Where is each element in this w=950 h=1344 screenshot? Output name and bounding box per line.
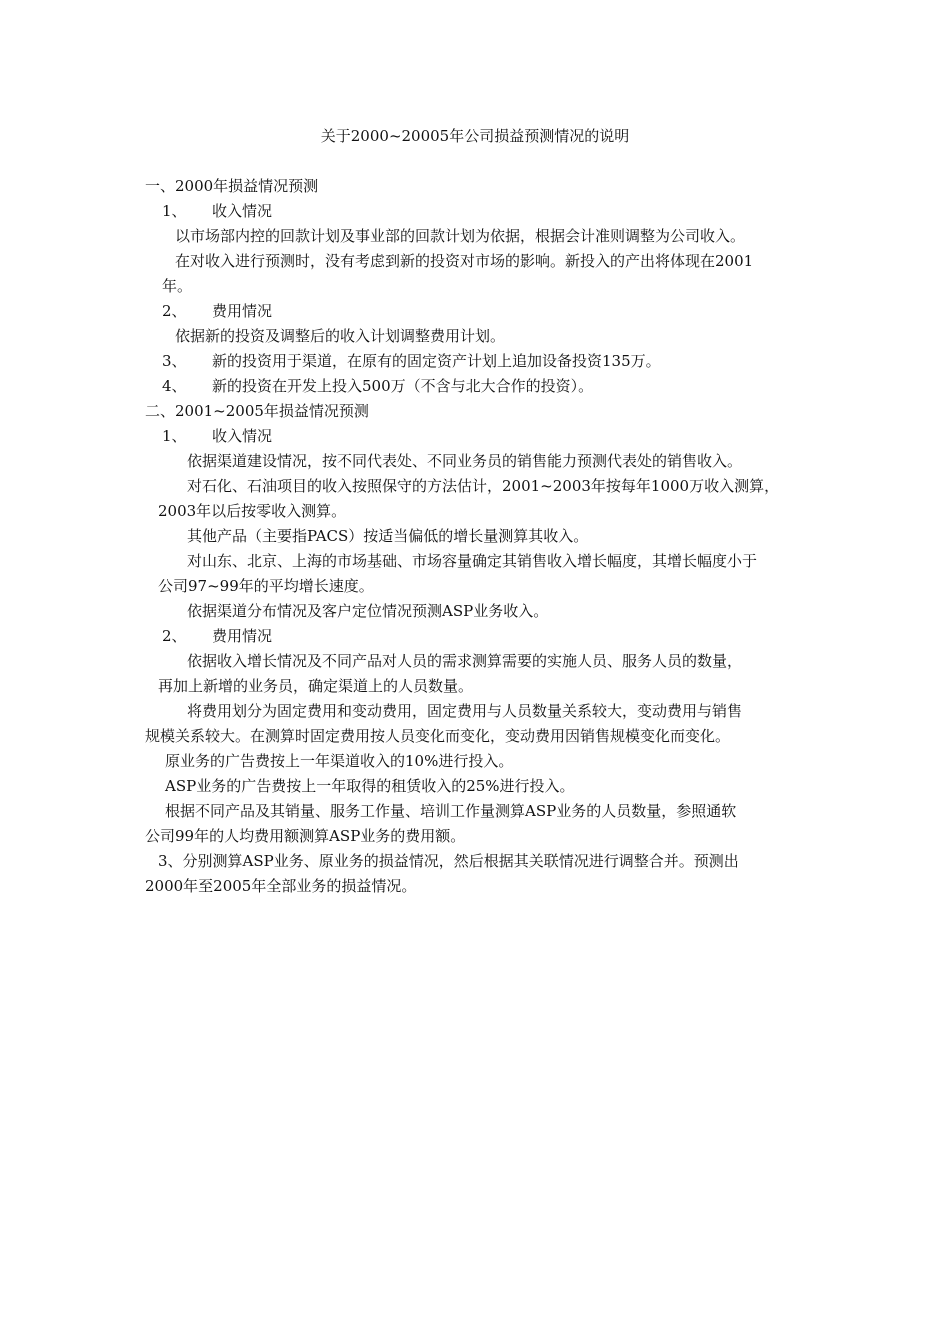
section2-item1 bbox=[162, 426, 272, 446]
section2-item1-label: 收入情况 bbox=[212, 427, 273, 445]
section2-item2-paragraph3: 原业务的广告费按上一年渠道收入的10%进行投入。 bbox=[165, 752, 514, 770]
section1-item2-label: 费用情况 bbox=[212, 302, 273, 320]
section1-item1-paragraph1: 以市场部内控的回款计划及事业部的回款计划为依据，根据会计准则调整为公司收入。 bbox=[175, 227, 746, 245]
section2-heading: 二、2001~2005年损益情况预测 bbox=[145, 402, 369, 420]
section2-item1-paragraph4-line1: 对山东、北京、上海的市场基础、市场容量确定其销售收入增长幅度，其增长幅度小于 bbox=[187, 552, 758, 570]
section1-item1-label: 收入情况 bbox=[212, 202, 273, 220]
section2-item1-paragraph5: 依据渠道分布情况及客户定位情况预测ASP业务收入。 bbox=[187, 602, 549, 620]
section1-item2 bbox=[162, 301, 272, 321]
section2-item1-paragraph4-line2: 公司97~99年的平均增长速度。 bbox=[158, 577, 374, 595]
section2-item2-paragraph5-line1: 根据不同产品及其销量、服务工作量、培训工作量测算ASP业务的人员数量，参照通软 bbox=[165, 802, 737, 820]
section2-item2-paragraph4: ASP业务的广告费按上一年取得的租赁收入的25%进行投入。 bbox=[165, 777, 575, 795]
section2-item2-paragraph1-line1: 依据收入增长情况及不同产品对人员的需求测算需要的实施人员、服务人员的数量， bbox=[187, 652, 743, 670]
section2-item2-label: 费用情况 bbox=[212, 627, 273, 645]
section1-item2-paragraph1: 依据新的投资及调整后的收入计划调整费用计划。 bbox=[175, 327, 506, 345]
section2-item2-number: 2、 bbox=[162, 627, 187, 645]
section1-item3-text: 新的投资用于渠道，在原有的固定资产计划上追加设备投资135万。 bbox=[212, 352, 661, 370]
section2-item1-paragraph2-line2: 2003年以后按零收入测算。 bbox=[158, 502, 347, 520]
section2-item3-line1: 3、分别测算ASP业务、原业务的损益情况，然后根据其关联情况进行调整合并。预测出 bbox=[158, 852, 739, 870]
section2-item3-line2: 2000年至2005年全部业务的损益情况。 bbox=[145, 877, 417, 895]
section2-item1-paragraph2-line1: 对石化、石油项目的收入按照保守的方法估计，2001~2003年按每年1000万收入测算， bbox=[187, 477, 780, 495]
section2-item2-paragraph1-line2: 再加上新增的业务员，确定渠道上的人员数量。 bbox=[158, 677, 474, 695]
section1-item3-number: 3、 bbox=[162, 352, 187, 370]
section2-item2-paragraph2-line1: 将费用划分为固定费用和变动费用，固定费用与人员数量关系较大，变动费用与销售 bbox=[187, 702, 743, 720]
document-title: 关于2000~20005年公司损益预测情况的说明 bbox=[320, 127, 630, 145]
section1-item3 bbox=[162, 351, 661, 371]
section1-item4-number: 4、 bbox=[162, 377, 187, 395]
section1-item4 bbox=[162, 376, 593, 396]
section1-item1 bbox=[162, 201, 272, 221]
section2-item1-paragraph3: 其他产品（主要指PACS）按适当偏低的增长量测算其收入。 bbox=[187, 527, 589, 545]
section2-item2-paragraph5-line2: 公司99年的人均费用额测算ASP业务的费用额。 bbox=[145, 827, 466, 845]
section1-item1-paragraph2-line1: 在对收入进行预测时，没有考虑到新的投资对市场的影响。新投入的产出将体现在2001 bbox=[175, 252, 754, 270]
section1-item1-paragraph2-line2: 年。 bbox=[162, 277, 193, 295]
section1-item2-number: 2、 bbox=[162, 302, 187, 320]
section1-item4-text: 新的投资在开发上投入500万（不含与北大合作的投资）。 bbox=[212, 377, 594, 395]
section2-item2-paragraph2-line2: 规模关系较大。在测算时固定费用按人员变化而变化，变动费用因销售规模变化而变化。 bbox=[145, 727, 731, 745]
section2-item1-number: 1、 bbox=[162, 427, 187, 445]
section1-heading: 一、2000年损益情况预测 bbox=[145, 177, 319, 195]
section2-item1-paragraph1: 依据渠道建设情况，按不同代表处、不同业务员的销售能力预测代表处的销售收入。 bbox=[187, 452, 743, 470]
section1-item1-number: 1、 bbox=[162, 202, 187, 220]
section2-item2 bbox=[162, 626, 272, 646]
